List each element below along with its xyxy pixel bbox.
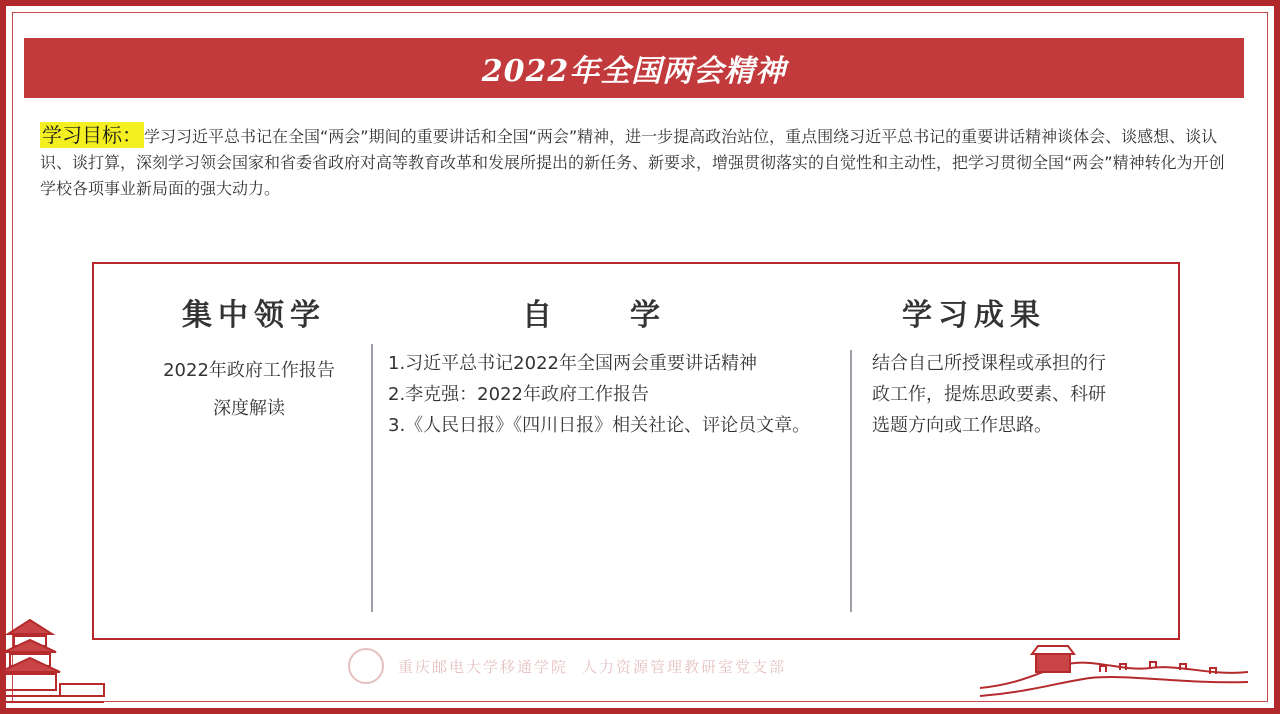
self-study-item: 3.《人民日报》《四川日报》相关社论、评论员文章。 — [388, 415, 811, 436]
centralized-study-line: 深度解读 — [213, 398, 285, 419]
study-plan-box — [92, 262, 1180, 640]
page-title: 2022年全国两会精神 — [481, 54, 787, 89]
column-divider — [371, 344, 373, 612]
learning-goal — [40, 122, 1240, 202]
centralized-study-content — [134, 352, 364, 428]
footer-watermark — [348, 648, 786, 684]
self-study-item: 1.习近平总书记2022年全国两会重要讲话精神 — [388, 353, 757, 374]
footer-branch-name: 人力资源管理教研室党支部 — [582, 657, 787, 676]
goal-text: 学习习近平总书记在全国“两会”期间的重要讲话和全国“两会”精神，进一步提高政治站位，重点围绕习近平总书记的重要讲话精神谈体会、谈感想、谈认识、谈打算，深刻学习领会国家和省委省政府对高等教育改革和发展所提出的新任务、新要求，增强贯彻落实的自觉性和主动性，把学习贯彻全国“两会”精神转化为开创学校各项事业新局面的强大动力。 — [40, 127, 1225, 198]
self-study-item: 2.李克强：2022年政府工作报告 — [388, 384, 649, 405]
title-banner — [24, 38, 1244, 98]
temple-decoration-icon — [0, 600, 110, 708]
study-results-text: 结合自己所授课程或承担的行政工作，提炼思政要素、科研选题方向或工作思路。 — [872, 353, 1106, 436]
heading-study-results: 学习成果 — [902, 298, 1046, 333]
great-wall-decoration-icon — [980, 642, 1250, 700]
heading-self-study: 自 学 — [522, 298, 666, 333]
school-seal-icon — [348, 648, 384, 684]
centralized-study-line: 2022年政府工作报告 — [163, 360, 335, 381]
heading-centralized-study: 集中领学 — [182, 298, 326, 333]
self-study-content — [388, 348, 828, 441]
footer-school-name: 重庆邮电大学移通学院 — [398, 657, 569, 676]
column-divider — [850, 350, 852, 612]
study-results-content — [872, 348, 1112, 441]
goal-label: 学习目标： — [42, 123, 142, 147]
